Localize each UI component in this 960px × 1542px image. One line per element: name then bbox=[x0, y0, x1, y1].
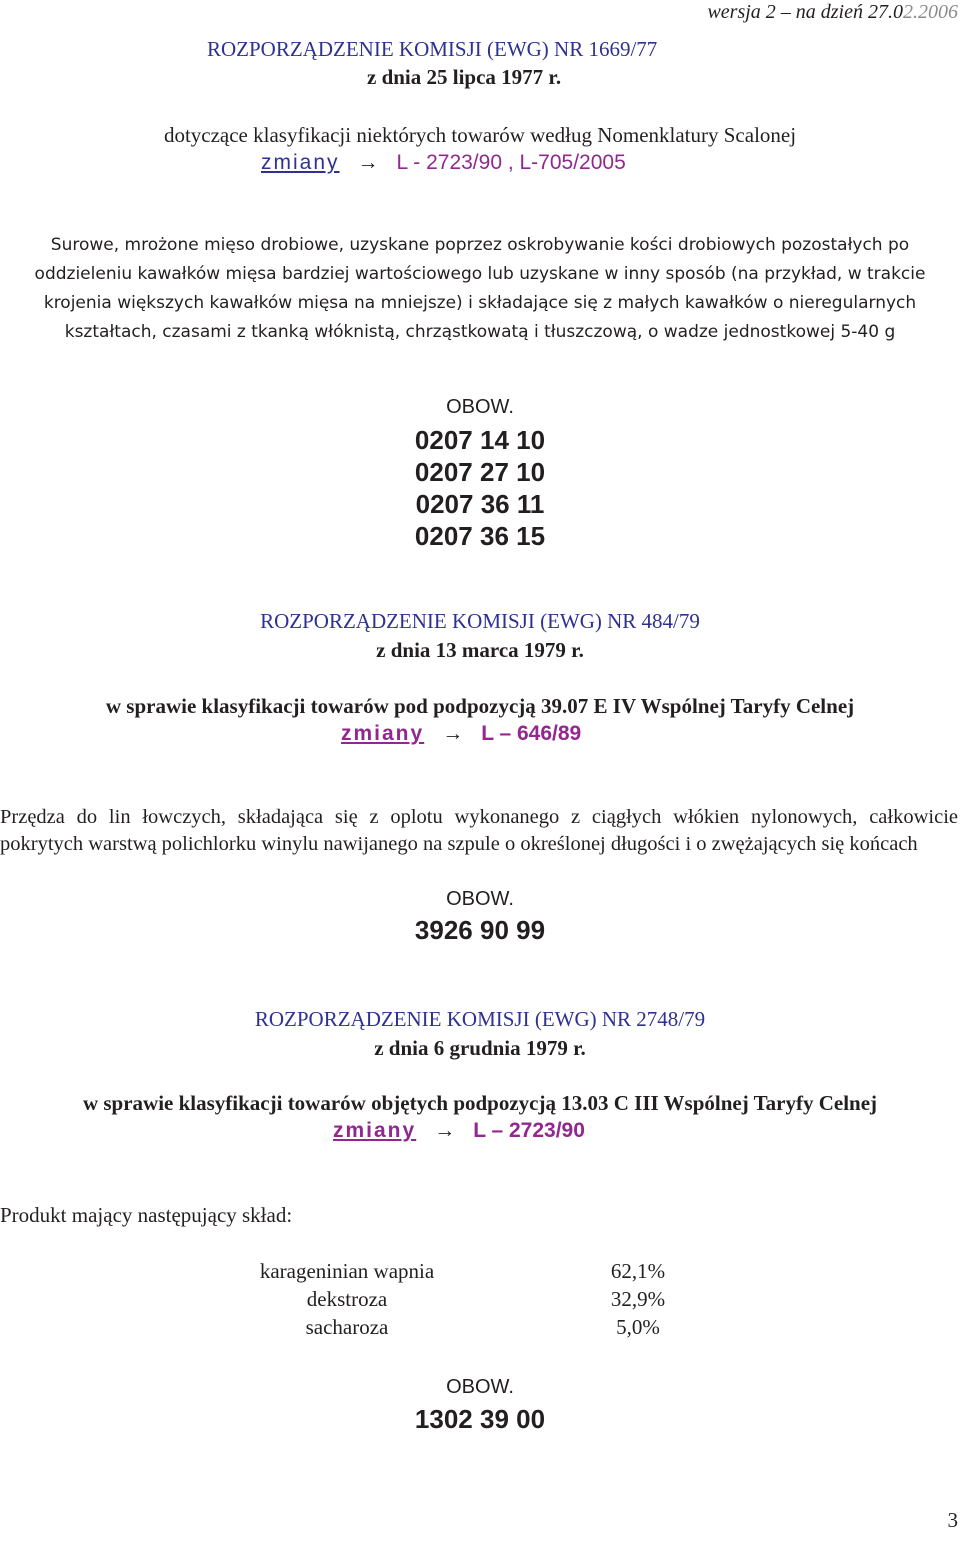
arrow-right-icon: → bbox=[357, 151, 379, 174]
cn-code: 0207 36 11 bbox=[415, 489, 545, 519]
version-tail: 2.2006 bbox=[903, 1, 958, 23]
obow-label: OBOW. bbox=[446, 1376, 514, 1398]
component-name: karageninian wapnia bbox=[259, 1259, 435, 1283]
product-description: Przędza do lin łowczych, składająca się z oplotu wykonanego z ciągłych włókien nylonowych, całkowicie pokrytych warstwą polichlorku winylu nawijanego na szpule o określonej długości i o zwężających się końcach bbox=[0, 806, 958, 855]
changes-references: L - 2723/90 , L-705/2005 bbox=[396, 151, 626, 174]
cn-code: 0207 36 15 bbox=[414, 521, 546, 551]
changes-references: L – 2723/90 bbox=[473, 1119, 585, 1142]
component-name: dekstroza bbox=[306, 1287, 388, 1311]
regulation-title: ROZPORZĄDZENIE KOMISJI (EWG) NR 484/79 bbox=[260, 609, 700, 633]
product-description: Produkt mający następujący skład: bbox=[0, 1203, 293, 1227]
obow-label: OBOW. bbox=[446, 888, 514, 910]
cn-codes-list bbox=[0, 1403, 960, 1435]
regulation-topic: w sprawie klasyfikacji towarów pod podpozycją 39.07 E IV Wspólnej Taryfy Celnej bbox=[105, 694, 855, 718]
product-description: Surowe, mrożone mięso drobiowe, uzyskane poprzez oskrobywanie kości drobiowych pozostałych po oddzieleniu kawałków mięsa bardziej wartościowego lub uzyskane w inny sposób (na przykład, w trakcie krojenia większych kawałków mięsa na mniejsze) i składające się z małych kawałków o nieregularnych kształtach, czasami z tkanką włóknistą, chrząstkowatą i tłuszczową, o wadze jednostkowej 5-40 g bbox=[34, 235, 926, 342]
changes-link[interactable]: zmiany bbox=[341, 722, 425, 745]
cn-codes-list bbox=[0, 424, 960, 552]
component-name: sacharoza bbox=[305, 1315, 389, 1339]
cn-code: 0207 14 10 bbox=[414, 425, 546, 455]
changes-references: L – 646/89 bbox=[481, 722, 582, 745]
arrow-right-icon: → bbox=[442, 722, 464, 745]
regulation-title: ROZPORZĄDZENIE KOMISJI (EWG) NR 1669/77 bbox=[207, 37, 658, 61]
changes-link[interactable]: zmiany bbox=[333, 1119, 417, 1142]
version-main: wersja 2 – na dzień 27.0 bbox=[707, 1, 903, 23]
version-stamp bbox=[707, 1, 958, 24]
obow-label: OBOW. bbox=[446, 396, 514, 418]
regulation-title: ROZPORZĄDZENIE KOMISJI (EWG) NR 2748/79 bbox=[254, 1007, 706, 1031]
regulation-date: z dnia 13 marca 1979 r. bbox=[376, 638, 584, 662]
changes-line bbox=[333, 1119, 585, 1143]
changes-link[interactable]: zmiany bbox=[261, 151, 340, 174]
arrow-right-icon: → bbox=[434, 1119, 456, 1142]
cn-code: 0207 27 10 bbox=[414, 457, 546, 487]
component-percent: 32,9% bbox=[610, 1287, 666, 1311]
regulation-topic: w sprawie klasyfikacji towarów objętych podpozycją 13.03 C III Wspólnej Taryfy Celnej bbox=[82, 1091, 878, 1115]
cn-code: 3926 90 99 bbox=[414, 915, 546, 945]
regulation-topic: dotyczące klasyfikacji niektórych towarów według Nomenklatury Scalonej bbox=[163, 123, 797, 147]
regulation-date: z dnia 6 grudnia 1979 r. bbox=[374, 1036, 586, 1060]
regulation-date: z dnia 25 lipca 1977 r. bbox=[367, 65, 562, 89]
changes-line bbox=[341, 722, 581, 746]
component-percent: 5,0% bbox=[616, 1315, 660, 1339]
changes-line bbox=[261, 151, 626, 175]
cn-code: 1302 39 00 bbox=[414, 1404, 546, 1434]
cn-codes-list bbox=[0, 914, 960, 946]
page-number: 3 bbox=[947, 1508, 958, 1532]
component-percent: 62,1% bbox=[610, 1259, 666, 1283]
